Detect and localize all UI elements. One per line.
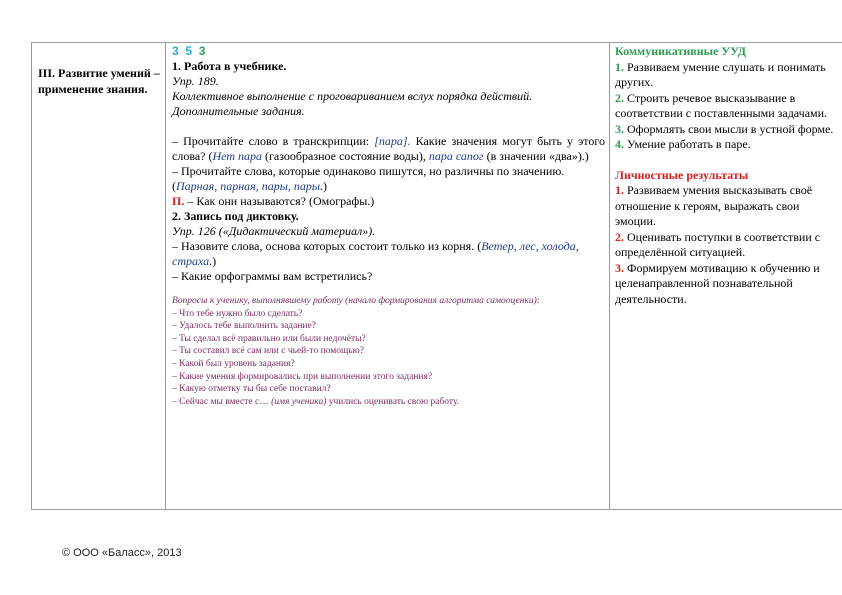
list-item: – Какой был уровень задания?: [172, 358, 295, 369]
task2-end: .): [319, 179, 327, 193]
root-words: Ветер, лес, холода, страха: [172, 239, 579, 268]
roots-end: .): [209, 254, 217, 268]
item-number: 2.: [615, 229, 624, 244]
list-item: [615, 91, 842, 122]
task2-text: – Прочитайте слова, которые одинаково пишутся, но различны по значению. (: [172, 164, 565, 193]
item-number: 4.: [615, 137, 624, 151]
list-item: [615, 137, 842, 153]
list-item: [615, 261, 842, 308]
item-text: Строить речевое высказывание в соответствии с поставленными задачами.: [615, 90, 828, 120]
homograph-words: Парная, парная, пары, пары: [176, 179, 320, 193]
communicative-title: Коммуникативные УУД: [615, 44, 747, 58]
task-spelling: – Какие орфограммы вам встретились?: [172, 269, 373, 283]
task-roots: [172, 239, 605, 269]
questions-intro: Вопросы к ученику, выполнявшему работу (начало формирования алгоритма самооценки):: [172, 296, 540, 306]
item-number: 3.: [615, 260, 624, 275]
item-text: Оформлять свои мысли в устной форме.: [624, 121, 834, 136]
item-text: Развиваем умение слушать и понимать других.: [615, 59, 826, 89]
p-text: – Как они называются? (Омографы.): [184, 194, 375, 208]
item-text: Умение работать в паре.: [624, 137, 751, 151]
item-number: 1.: [615, 183, 624, 197]
list-item: – Ты составил всё сам или с чьей-то помощью?: [172, 346, 364, 357]
table-row: [32, 43, 842, 510]
last-question: – Сейчас мы вместе с…: [172, 396, 272, 407]
stage-cell: [32, 43, 166, 510]
task1-text: – Прочитайте слово в транскрипции:: [172, 134, 375, 148]
counter-2: 5: [185, 44, 193, 58]
section1-title: 1. Работа в учебнике.: [172, 59, 287, 73]
answer-1-note: (газообразное состояние воды),: [261, 149, 429, 163]
list-item: – Удалось тебе выполнить задание?: [172, 321, 316, 332]
section2-title: 2. Запись под диктовку.: [172, 209, 299, 223]
section1-exercise: Упр. 189.: [172, 74, 219, 88]
list-item: [172, 396, 605, 409]
section1-instruction: Коллективное выполнение с проговариванием вслух порядка действий. Дополнительные задания.: [172, 89, 533, 118]
answer-2: пара сапог: [428, 149, 484, 163]
last-question-end: учились оценивать свою работу.: [326, 396, 460, 407]
counter-1: 3: [172, 44, 179, 58]
list-item: [615, 60, 842, 91]
copyright-footer: © ООО «Баласс», 2013: [62, 547, 182, 559]
item-number: 3.: [615, 121, 624, 136]
task-transcription: [172, 134, 605, 164]
counter-3: 3: [198, 44, 206, 58]
task1-question: Какие значения могут быть у этого слова? (: [172, 134, 605, 163]
answer-1: Нет пара: [212, 149, 262, 163]
lesson-plan-table: [31, 42, 842, 510]
section2-exercise: Упр. 126 («Дидактический материал»).: [172, 224, 376, 238]
task-p: [172, 194, 605, 209]
item-text: Оценивать поступки в соответствии с определённой ситуацией.: [615, 229, 821, 259]
p-label: П.: [172, 194, 185, 208]
stage-title: III. Развитие умений – применение знания.: [38, 66, 160, 96]
list-item: [615, 122, 842, 138]
list-item: – Какую отметку ты бы себе поставил?: [172, 384, 331, 395]
activities-cell: [166, 43, 610, 510]
list-item: – Ты сделал всё правильно или были недочёты?: [172, 333, 366, 344]
transcription: [пара].: [374, 134, 411, 148]
list-item: [615, 183, 842, 230]
task-homographs: [172, 164, 605, 194]
list-item: [615, 230, 842, 261]
list-item: – Какие умения формировались при выполнении этого задания?: [172, 371, 433, 382]
list-item: – Что тебе нужно было сделать?: [172, 308, 303, 319]
item-text: Формируем мотивацию к обучению и целенаправленной познавательной деятельности.: [615, 260, 820, 306]
uud-cell: [610, 43, 842, 510]
roots-text: – Назовите слова, основа которых состоит только из корня. (: [172, 239, 482, 253]
student-name-placeholder: (имя ученика): [271, 396, 327, 407]
item-number: 2.: [615, 90, 624, 105]
item-number: 1.: [615, 59, 624, 74]
personal-title: Личностные результаты: [615, 167, 749, 182]
self-assessment-questions: [172, 295, 605, 408]
answer-2-note: (в значении «два»).): [483, 149, 589, 163]
counters: [172, 44, 605, 59]
item-text: Развиваем умения высказывать своё отношение к героям, выражать свои эмоции.: [615, 183, 813, 228]
